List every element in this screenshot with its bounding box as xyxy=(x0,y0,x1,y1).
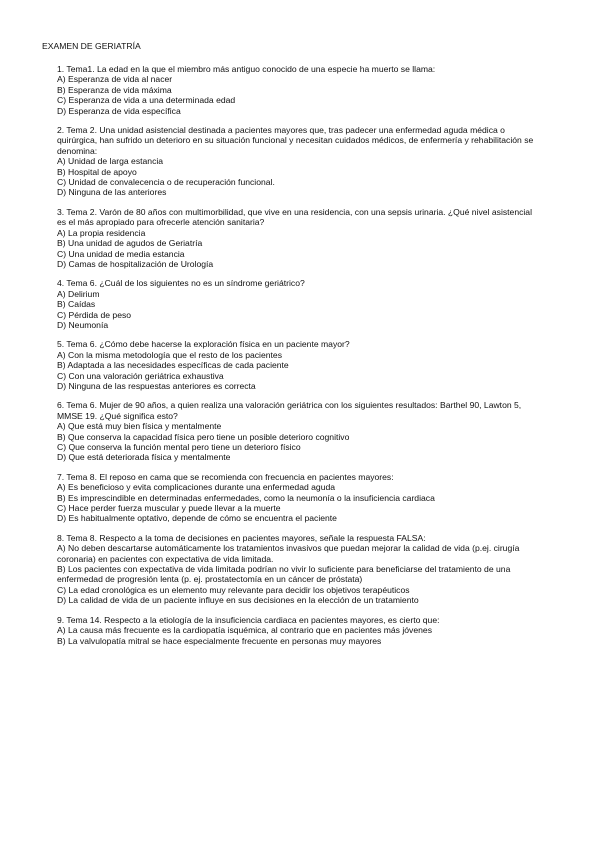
answer-option: B) Los pacientes con expectativa de vida limitada podrían no vivir lo suficiente para beneficiarse del tratamiento de una enfermedad de progresión lenta (p. ej. prostatectomía en un cáncer de próstata) xyxy=(57,564,511,585)
questions-list xyxy=(57,64,535,655)
answer-option: C) Unidad de convalecencia o de recuperación funcional. xyxy=(57,177,275,188)
answer-option: D) La calidad de vida de un paciente influye en sus decisiones en la elección de un tratamiento xyxy=(57,595,419,606)
answer-option: B) Hospital de apoyo xyxy=(57,166,137,177)
answer-option: D) Ninguna de las respuestas anteriores es correcta xyxy=(57,380,256,391)
answer-option: B) Que conserva la capacidad física pero tiene un posible deterioro cognitivo xyxy=(57,431,350,442)
answer-option: B) Esperanza de vida máxima xyxy=(57,84,172,95)
answer-option: B) La valvulopatía mitral se hace especialmente frecuente en personas muy mayores xyxy=(57,635,382,646)
answer-option: B) Caídas xyxy=(57,299,96,310)
answer-option: A) La causa más frecuente es la cardiopatía isquémica, al contrario que en pacientes más jóvenes xyxy=(57,625,432,636)
question-text: 1. Tema1. La edad en la que el miembro más antiguo conocido de una especie ha muerto se llama: xyxy=(57,64,436,74)
answer-option: C) Una unidad de media estancia xyxy=(57,248,185,259)
question-text: 9. Tema 14. Respecto a la etiología de la insuficiencia cardiaca en pacientes mayores, es cierto que: xyxy=(57,614,440,625)
question-1 xyxy=(57,64,535,116)
question-text: 6. Tema 6. Mujer de 90 años, a quien realiza una valoración geriátrica con los siguientes resultados: Barthel 90, Lawton 5, MMSE 19. ¿Qué significa esto? xyxy=(57,400,522,421)
answer-option: A) Delirium xyxy=(57,288,100,299)
answer-option: A) No deben descartarse automáticamente los tratamientos invasivos que puedan mejorar la calidad de vida (p.ej. cirugía coronaria) en pacientes con expectativa de vida limitada. xyxy=(57,543,520,564)
question-8 xyxy=(57,533,535,606)
answer-option: B) Adaptada a las necesidades específicas de cada paciente xyxy=(57,360,289,371)
answer-option: D) Camas de hospitalización de Urología xyxy=(57,258,214,269)
answer-option: D) Esperanza de vida específica xyxy=(57,105,181,116)
question-text: 2. Tema 2. Una unidad asistencial destinada a pacientes mayores que, tras padecer una enfermedad aguda médica o quirúrgica, han sufrido un deterioro en su situación funcional y necesitan cuidados médicos, de enfermería y rehabilitación se denomina: xyxy=(57,125,534,156)
answer-option: C) Que conserva la función mental pero tiene un deterioro físico xyxy=(57,442,301,452)
answer-option: C) Pérdida de peso xyxy=(57,309,132,320)
document-title: EXAMEN DE GERIATRÍA xyxy=(42,41,141,51)
answer-option: C) La edad cronológica es un elemento muy relevante para decidir los objetivos terapéuticos xyxy=(57,584,410,595)
question-7 xyxy=(57,472,535,524)
answer-option: A) Es beneficioso y evita complicaciones durante una enfermedad aguda xyxy=(57,482,336,493)
answer-option: C) Esperanza de vida a una determinada edad xyxy=(57,95,236,106)
answer-option: C) Hace perder fuerza muscular y puede llevar a la muerte xyxy=(57,503,281,514)
question-5 xyxy=(57,339,535,391)
question-text: 8. Tema 8. Respecto a la toma de decisiones en pacientes mayores, señale la respuesta FALSA: xyxy=(57,532,426,543)
answer-option: A) Esperanza de vida al nacer xyxy=(57,74,173,85)
question-2 xyxy=(57,125,535,198)
answer-option: D) Ninguna de las anteriores xyxy=(57,187,167,198)
answer-option: D) Que está deteriorada física y mentalmente xyxy=(57,452,231,463)
answer-option: C) Con una valoración geriátrica exhaustiva xyxy=(57,370,224,381)
question-3 xyxy=(57,207,535,269)
question-text: 7. Tema 8. El reposo en cama que se recomienda con frecuencia en pacientes mayores: xyxy=(57,471,394,482)
answer-option: A) La propia residencia xyxy=(57,227,146,238)
answer-option: D) Neumonía xyxy=(57,319,109,330)
question-text: 4. Tema 6. ¿Cuál de los siguientes no es un síndrome geriátrico? xyxy=(57,278,305,289)
answer-option: A) Con la misma metodología que el resto de los pacientes xyxy=(57,349,282,360)
answer-option: A) Unidad de larga estancia xyxy=(57,156,164,167)
question-text: 3. Tema 2. Varón de 80 años con multimorbilidad, que vive en una residencia, con una sepsis urinaria. ¿Qué nivel asistencial es el más apropiado para ofrecerle atención sanitaria? xyxy=(57,206,532,228)
question-6 xyxy=(57,400,535,462)
answer-option: B) Una unidad de agudos de Geriatría xyxy=(57,238,203,249)
answer-option: B) Es imprescindible en determinadas enfermedades, como la neumonía o la insuficiencia cardiaca xyxy=(57,492,435,503)
question-9 xyxy=(57,615,535,646)
question-4 xyxy=(57,278,535,330)
answer-option: A) Que está muy bien física y mentalmente xyxy=(57,421,222,432)
answer-option: D) Es habitualmente optativo, depende de cómo se encuentra el paciente xyxy=(57,513,337,524)
question-text: 5. Tema 6. ¿Cómo debe hacerse la exploración física en un paciente mayor? xyxy=(57,339,350,350)
